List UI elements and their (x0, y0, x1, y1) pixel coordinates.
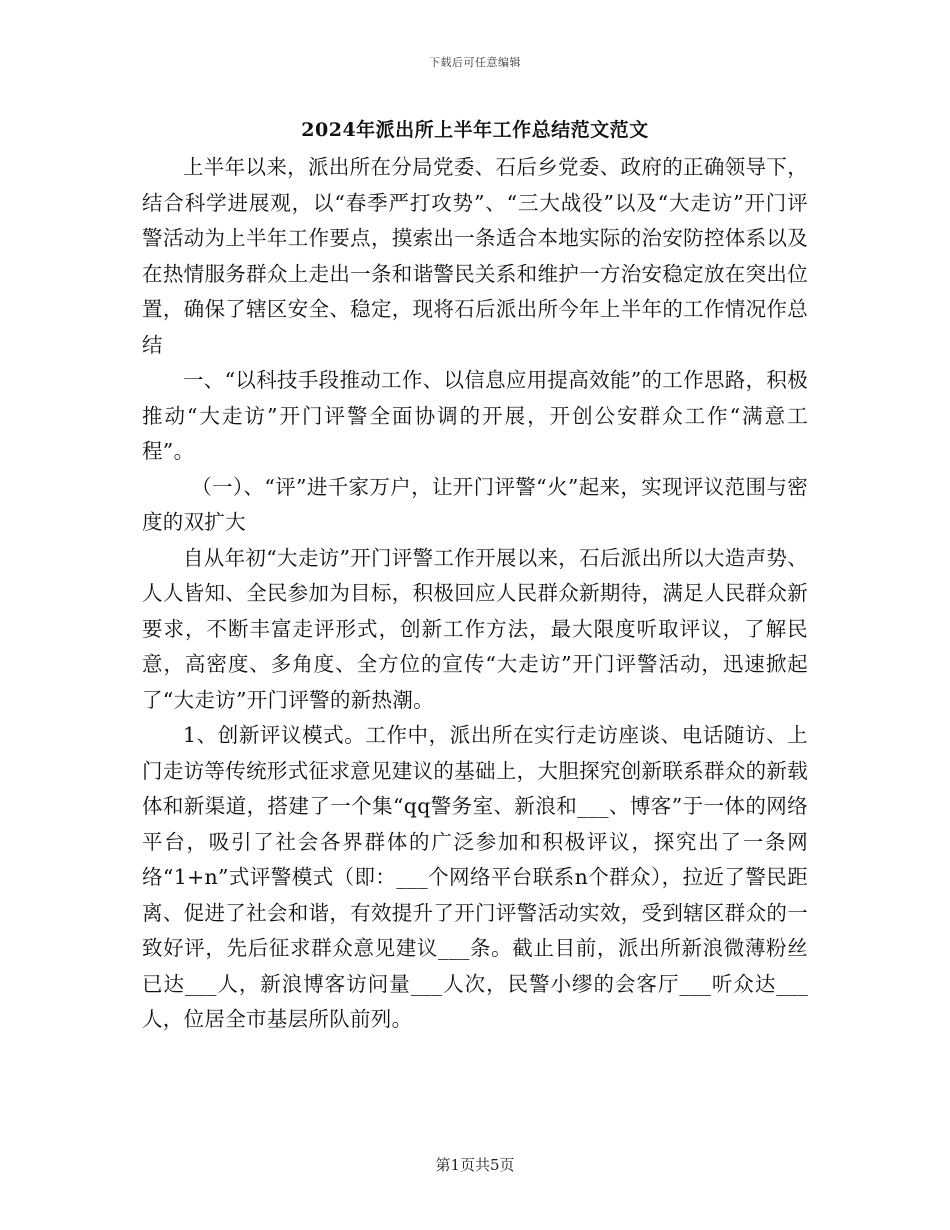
paragraph-campaign: 自从年初“大走访”开门评警工作开展以来，石后派出所以大造声势、人人皆知、全民参加为目标，积极回应人民群众新期待，满足人民群众新要求，不断丰富走评形式，创新工作方法，最大限度听取评议，了解民意，高密度、多角度、全方位的宣传“大走访”开门评警活动，迅速掀起了“大走访”开门评警的新热潮。 (142, 545, 808, 712)
page-header-note: 下载后可任意编辑 (429, 56, 521, 69)
document-body (142, 150, 808, 1038)
page-footer-number: 第1页共5页 (435, 1156, 515, 1174)
paragraph-section-one: 一、“以科技手段推动工作、以信息应用提高效能”的工作思路，积极推动“大走访”开门评警全面协调的开展，开创公安群众工作“满意工程”。 (142, 368, 808, 463)
paragraph-innovation: 1、创新评议模式。工作中，派出所在实行走访座谈、电话随访、上门走访等传统形式征求意见建议的基础上，大胆探究创新联系群众的新载体和新渠道，搭建了一个集“qq警务室、新浪和___、博客”于一体的网络平台，吸引了社会各界群体的广泛参加和积极评议，探究出了一条网络“1+n”式评警模式（即：___个网络平台联系n个群众），拉近了警民距离、促进了社会和谐，有效提升了开门评警活动实效，受到辖区群众的一致好评，先后征求群众意见建议___条。截止目前，派出所新浪微薄粉丝已达___人，新浪博客访问量___人次，民警小缪的会客厅___听众达___人，位居全市基层所队前列。 (142, 723, 808, 1031)
paragraph-subsection-one: （一）、“评”进千家万户，让开门评警“火”起来，实现评议范围与密度的双扩大 (142, 474, 808, 534)
paragraph-intro: 上半年以来，派出所在分局党委、石后乡党委、政府的正确领导下，结合科学进展观，以“春季严打攻势”、“三大战役”以及“大走访”开门评警活动为上半年工作要点，摸索出一条适合本地实际的治安防控体系以及在热情服务群众上走出一条和谐警民关系和维护一方治安稳定放在突出位置，确保了辖区安全、稳定，现将石后派出所今年上半年的工作情况作总结 (142, 155, 808, 357)
document-title: 2024年派出所上半年工作总结范文范文 (301, 119, 649, 141)
